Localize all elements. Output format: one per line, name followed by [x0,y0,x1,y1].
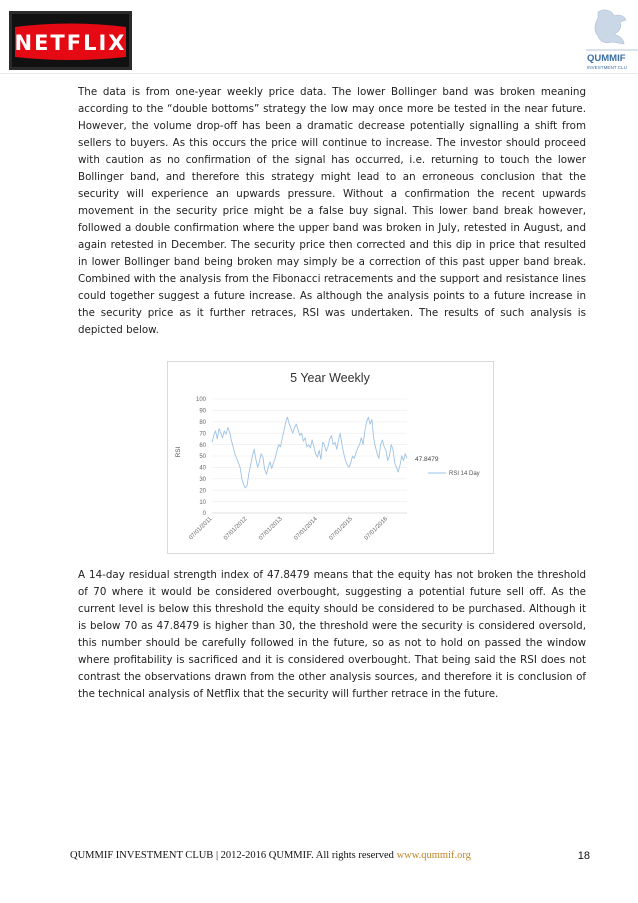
x-tick-labels [188,516,389,542]
qummif-logo-text: QUMMIF [587,53,626,64]
y-tick-label: 80 [199,420,206,426]
footer-copyright [70,850,471,861]
x-tick-label: 07/01/2011 [188,516,214,542]
header-divider [0,73,638,74]
rsi-chart-svg [168,362,493,553]
body-paragraph-1: The data is from one-year weekly price data. The lower Bollinger band was broken meaning according to the “double bottoms” strategy the low may once more be tested in the near future. However, the volume drop-off has been a dramatic decrease potentially signalling a shift from sellers to buyers. As this occurs the price will continue to increase. The investor should proceed with caution as no confirmation of the signal has occurred, i.e. returning to touch the lower Bollinger band, and therefore this strategy might lead to an erroneous conclusion that the security will experience an upwards pressure. Without a confirmation the recent upwards movement in the security price might be a false buy signal. This lower band break however, followed a double confirmation where the upper band was broken in July, retested in August, and again retested in December. The security price then corrected and this dip in price that resulted in lower Bollinger band being broken may simply be a correction of this past upper band break. Combined with the analysis from the Fibonacci retracements and the support and resistance lines could together suggest a future increase. As although the analysis points to a future increase in the security price as it further retraces, RSI was undertaken. The results of such analysis is depicted below. [78,86,586,336]
y-tick-label: 30 [199,477,206,483]
rsi-value-annotation: 47.8479 [415,456,439,463]
y-tick-label: 60 [199,442,206,449]
netflix-logo [9,11,132,70]
x-tick-label: 07/01/2013 [258,516,284,542]
footer-link[interactable]: www.qummif.org [396,850,471,861]
y-tick-label: 90 [199,408,206,415]
y-tick-label: 100 [195,397,206,404]
footer-text: QUMMIF INVESTMENT CLUB | 2012-2016 QUMMIF. All rights reserved [70,850,397,861]
page-number: 18 [577,850,590,862]
series-line-rsi-14-day [212,417,407,488]
y-tick-label: 40 [199,465,206,472]
y-tick-label: 0 [202,511,206,518]
y-tick-label: 20 [199,488,206,495]
legend-label: RSI 14 Day [449,471,480,477]
qummif-logo [584,6,638,72]
y-tick-label: 10 [199,499,206,506]
body-paragraph-2: A 14-day residual strength index of 47.8479 means that the equity has not broken the threshold of 70 where it would be considered overbought, suggesting a potential future sell off. As the current level is below this threshold the equity should be considered to be purchased. Although it is below 70 as 47.8479 is higher than 30, the threshold were the security is considered oversold, this number should be carefully followed in the future, so as not to hold on passed the window where profitability is sacrificed and it is considered overbought. That being said the RSI does not contrast the observations drawn from the other analysis sources, and therefore it is conclusion of the technical analysis of Netflix that the security will further retrace in the future. [78,569,586,700]
y-tick-label: 50 [199,454,206,461]
chart-title: 5 Year Weekly [290,371,370,385]
series-layer [212,417,407,488]
rsi-chart [167,361,494,554]
y-tick-label: 70 [199,431,206,438]
qummif-logo-subtext: INVESTMENT CLU [587,65,627,70]
x-tick-label: 07/01/2016 [363,516,390,542]
y-tick-labels [196,397,207,517]
netflix-logo-text: NETFLIX [14,31,127,55]
y-axis-label: RSI [175,446,182,458]
x-tick-label: 07/01/2015 [328,516,354,542]
x-tick-label: 07/01/2014 [293,516,319,542]
x-tick-label: 07/01/2012 [223,516,249,542]
page-footer [70,850,590,866]
